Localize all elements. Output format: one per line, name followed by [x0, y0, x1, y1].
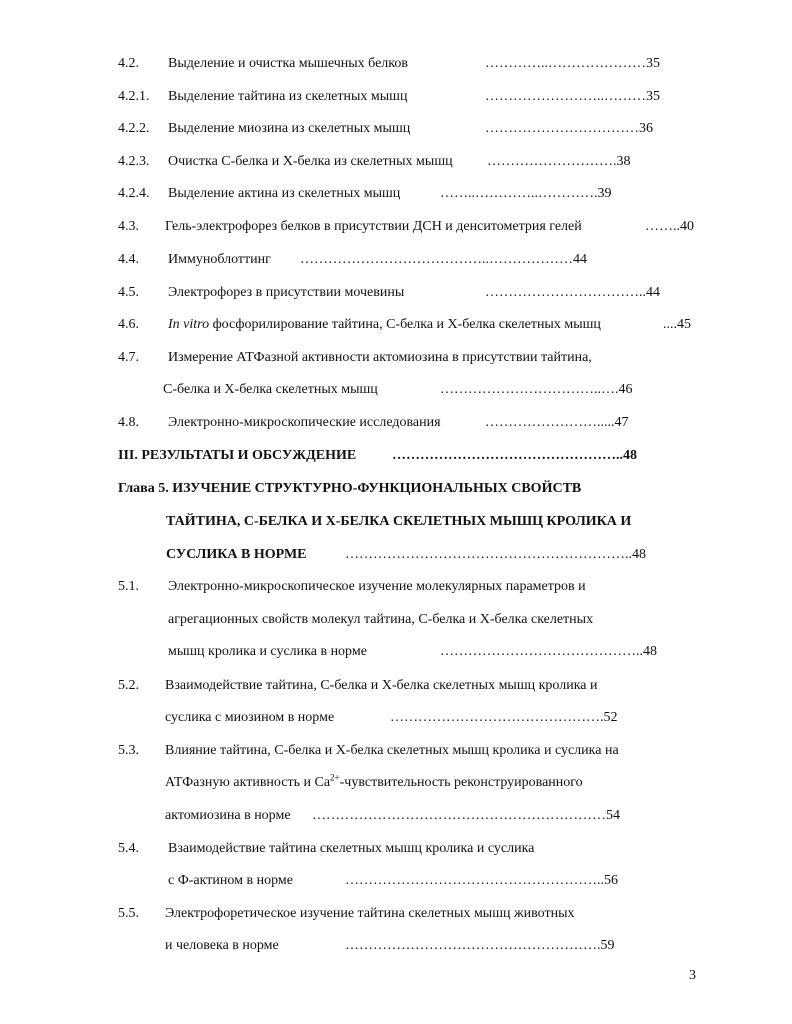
toc-leader-dots: …………..…………………35: [485, 56, 660, 71]
toc-entry-text: Взаимодействие тайтина, С-белка и Х-белка скелетных мышц кролика и: [165, 678, 598, 693]
toc-leader-dots: ……………………….38: [487, 154, 631, 169]
toc-entry-text: суслика с миозином в норме: [165, 710, 335, 725]
toc-entry-text: Электронно-микроскопические исследования: [168, 415, 441, 430]
toc-page-number: 39: [597, 186, 612, 201]
toc-leader-dots: ……..40: [645, 219, 694, 234]
toc-chapter-heading: ТАЙТИНА, С-БЕЛКА И Х-БЕЛКА СКЕЛЕТНЫХ МЫШЦ КРОЛИКА И: [166, 514, 632, 529]
toc-number: 5.5.: [118, 906, 139, 921]
toc-entry-text: Выделение актина из скелетных мышц: [168, 186, 401, 201]
toc-entry-text: АТФазную активность и $Са^{2+}$-чувствительность реконструированного: [165, 772, 583, 790]
toc-page-number: 45: [677, 317, 691, 332]
toc-page-number: 46: [618, 382, 633, 397]
toc-page-number: 56: [604, 873, 618, 888]
toc-leader-dots: ……………………………………………….59: [345, 938, 615, 953]
toc-page-number: 48: [623, 448, 637, 463]
toc-number: 4.3.: [118, 219, 139, 234]
toc-page-number: 44: [573, 252, 587, 267]
toc-leader-dots: ……………………………..….46: [440, 382, 633, 397]
toc-number: 4.8.: [118, 415, 139, 430]
toc-entry-text: и человека в норме: [165, 938, 279, 953]
italic-term: In vitro: [168, 317, 210, 332]
toc-leader-dots: ……………………………..44: [485, 285, 660, 300]
toc-chapter-heading: СУСЛИКА В НОРМЕ: [166, 547, 307, 562]
toc-entry-text: Измерение АТФазной активности актомиозина в присутствии тайтина,: [168, 350, 592, 365]
toc-page-number: 48: [632, 547, 646, 562]
toc-page-number: 47: [614, 415, 629, 430]
toc-leader-dots: ....45: [663, 317, 691, 332]
toc-number: 5.2.: [118, 678, 139, 693]
toc-number: 4.7.: [118, 350, 139, 365]
toc-entry-text: In vitro фосфорилирование тайтина, С-белка и Х-белка скелетных мышц: [168, 317, 601, 332]
toc-entry-text: мышц кролика и суслика в норме: [168, 644, 367, 659]
toc-page-number: 35: [646, 89, 660, 104]
toc-entry-text: агрегационных свойств молекул тайтина, С-белка и Х-белка скелетных: [168, 612, 594, 627]
toc-page-number: 38: [616, 154, 631, 169]
toc-leader-dots: ………………………………………………..56: [345, 873, 618, 888]
toc-chapter-heading: Глава 5. ИЗУЧЕНИЕ СТРУКТУРНО-ФУНКЦИОНАЛЬНЫХ СВОЙСТВ: [118, 481, 582, 496]
toc-page-number: 59: [600, 938, 615, 953]
toc-leader-dots: ……………………………………..48: [440, 644, 657, 659]
toc-number: 4.2.: [118, 56, 139, 71]
toc-number: 5.4.: [118, 841, 139, 856]
toc-leader-dots: ……………………..………35: [485, 89, 660, 104]
toc-entry-text: Электрофоретическое изучение тайтина скелетных мышц животных: [165, 906, 575, 921]
toc-number: 4.2.2.: [118, 121, 150, 136]
toc-page-number: 36: [639, 121, 653, 136]
toc-leader-dots: …………………….....47: [485, 415, 629, 430]
toc-entry-text: Выделение и очистка мышечных белков: [168, 56, 408, 71]
toc-entry-text: Гель-электрофорез белков в присутствии ДСН и денситометрия гелей: [165, 219, 582, 234]
toc-entry-text: Влияние тайтина, С-белка и Х-белка скелетных мышц кролика и суслика на: [165, 743, 619, 758]
toc-number: 4.2.4.: [118, 186, 150, 201]
toc-entry-text: Иммуноблоттинг: [168, 252, 271, 267]
toc-number: 4.2.1.: [118, 89, 150, 104]
toc-page-number: 40: [680, 219, 694, 234]
toc-page-number: 35: [646, 56, 660, 71]
toc-leader-dots: ……………………………36: [485, 121, 653, 136]
toc-entry-text: Очистка С-белка и Х-белка из скелетных мышц: [168, 154, 453, 169]
toc-number: 4.4.: [118, 252, 139, 267]
toc-entry-text: Выделение миозина из скелетных мышц: [168, 121, 411, 136]
toc-number: 4.6.: [118, 317, 139, 332]
toc-leader-dots: …………………………………………..48: [392, 448, 637, 463]
superscript: 2+: [330, 772, 340, 783]
toc-entry-text: Электронно-микроскопическое изучение молекулярных параметров и: [168, 579, 586, 594]
toc-leader-dots: ……………………………………………………..48: [345, 547, 646, 562]
toc-entry-text: актомиозина в норме: [165, 808, 291, 823]
toc-entry-text: Выделение тайтина из скелетных мышц: [168, 89, 408, 104]
toc-number: 4.2.3.: [118, 154, 150, 169]
toc-section-heading: III. РЕЗУЛЬТАТЫ И ОБСУЖДЕНИЕ: [118, 448, 357, 463]
toc-leader-dots: ………………………………………………………54: [312, 808, 620, 823]
toc-entry-text: Взаимодействие тайтина скелетных мышц кролика и суслика: [168, 841, 535, 856]
toc-number: 5.3.: [118, 743, 139, 758]
toc-number: 5.1.: [118, 579, 139, 594]
toc-entry-text: с Ф-актином в норме: [168, 873, 293, 888]
toc-page-number: 52: [603, 710, 618, 725]
toc-leader-dots: …………………………………..………………44: [300, 252, 587, 267]
toc-entry-text: С-белка и Х-белка скелетных мышц: [163, 382, 378, 397]
toc-page-number: 48: [643, 644, 657, 659]
toc-number: 4.5.: [118, 285, 139, 300]
toc-leader-dots: ……..…………..………….39: [440, 186, 612, 201]
toc-entry-text: Электрофорез в присутствии мочевины: [168, 285, 405, 300]
toc-leader-dots: ……………………………………….52: [390, 710, 618, 725]
toc-page-number: 44: [646, 285, 660, 300]
toc-page-number: 54: [606, 808, 620, 823]
page-number: 3: [689, 968, 696, 983]
